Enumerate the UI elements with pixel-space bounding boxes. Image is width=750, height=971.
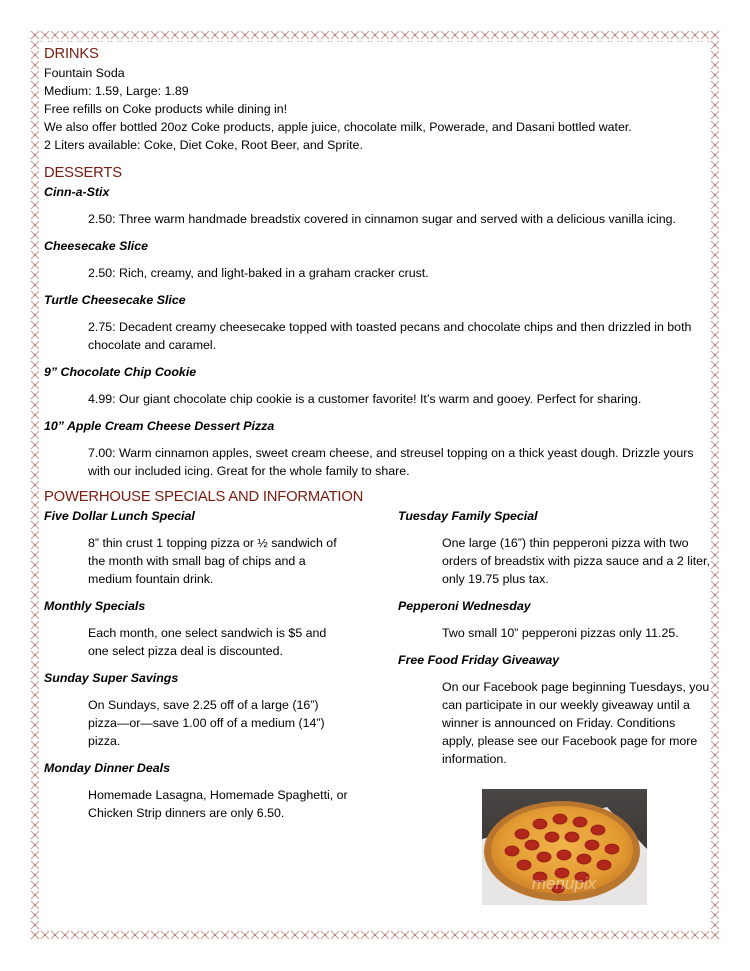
drinks-line: Free refills on Coke products while dining in! — [44, 102, 288, 116]
specials-left-column — [44, 507, 349, 831]
special-name: Five Dollar Lunch Special — [44, 509, 195, 523]
dessert-name: 10” Apple Cream Cheese Dessert Pizza — [44, 419, 275, 433]
special-name: Monthly Specials — [44, 599, 146, 613]
specials-section — [44, 487, 710, 831]
desserts-section — [44, 163, 710, 480]
drinks-line: Fountain Soda — [44, 66, 125, 80]
special-description: 8” thin crust 1 topping pizza or ½ sandwich of the month with small bag of chips and a medium fountain drink. — [88, 536, 337, 586]
dessert-name: Turtle Cheesecake Slice — [44, 293, 186, 307]
special-name: Pepperoni Wednesday — [398, 599, 531, 613]
dessert-name: Cinn-a-Stix — [44, 185, 110, 199]
dessert-description: 2.50: Three warm handmade breadstix covered in cinnamon sugar and served with a delicious vanilla icing. — [88, 212, 676, 226]
pepperoni-pizza-photo — [482, 789, 647, 905]
special-description: Homemade Lasagna, Homemade Spaghetti, or Chicken Strip dinners are only 6.50. — [88, 788, 348, 820]
specials-heading: POWERHOUSE SPECIALS AND INFORMATION — [44, 489, 364, 505]
menu-content — [44, 44, 710, 831]
dessert-description: 7.00: Warm cinnamon apples, sweet cream cheese, and streusel topping on a thick yeast dough. Drizzle yours with our included icing. Great for the whole family to share. — [88, 446, 694, 478]
special-description: One large (16”) thin pepperoni pizza with two orders of breadstix with pizza sauce and a 2 liter, only 19.75 plus tax. — [442, 536, 710, 586]
special-description: Each month, one select sandwich is $5 and one select pizza deal is discounted. — [88, 626, 327, 658]
special-description: Two small 10” pepperoni pizzas only 11.25. — [442, 626, 679, 640]
dessert-name: Cheesecake Slice — [44, 239, 149, 253]
dessert-description: 2.50: Rich, creamy, and light-baked in a graham cracker crust. — [88, 266, 429, 280]
drinks-line: 2 Liters available: Coke, Diet Coke, Root Beer, and Sprite. — [44, 138, 363, 152]
special-name: Tuesday Family Special — [398, 509, 538, 523]
photo-watermark: menupix — [531, 874, 597, 893]
special-description: On our Facebook page beginning Tuesdays, you can participate in our weekly giveaway until a winner is announced on Friday. Conditions apply, please see our Facebook page for more information. — [442, 680, 710, 766]
dessert-description: 2.75: Decadent creamy cheesecake topped with toasted pecans and chocolate chips and then drizzled in both chocolate and caramel. — [88, 320, 692, 352]
drinks-section — [44, 44, 710, 154]
dessert-description: 4.99: Our giant chocolate chip cookie is a customer favorite! It’s warm and gooey. Perfect for sharing. — [88, 392, 642, 406]
specials-columns — [44, 507, 710, 831]
special-name: Free Food Friday Giveaway — [398, 653, 560, 667]
desserts-heading: DESSERTS — [44, 165, 122, 181]
special-name: Monday Dinner Deals — [44, 761, 170, 775]
drinks-line: We also offer bottled 20oz Coke products, apple juice, chocolate milk, Powerade, and Dasani bottled water. — [44, 120, 632, 134]
dessert-name: 9” Chocolate Chip Cookie — [44, 365, 197, 379]
drinks-line: Medium: 1.59, Large: 1.89 — [44, 84, 189, 98]
drinks-heading: DRINKS — [44, 46, 99, 62]
specials-right-column — [398, 507, 710, 831]
special-description: On Sundays, save 2.25 off of a large (16”) pizza—or—save 1.00 off of a medium (14”) pizza. — [88, 698, 325, 748]
special-name: Sunday Super Savings — [44, 671, 179, 685]
